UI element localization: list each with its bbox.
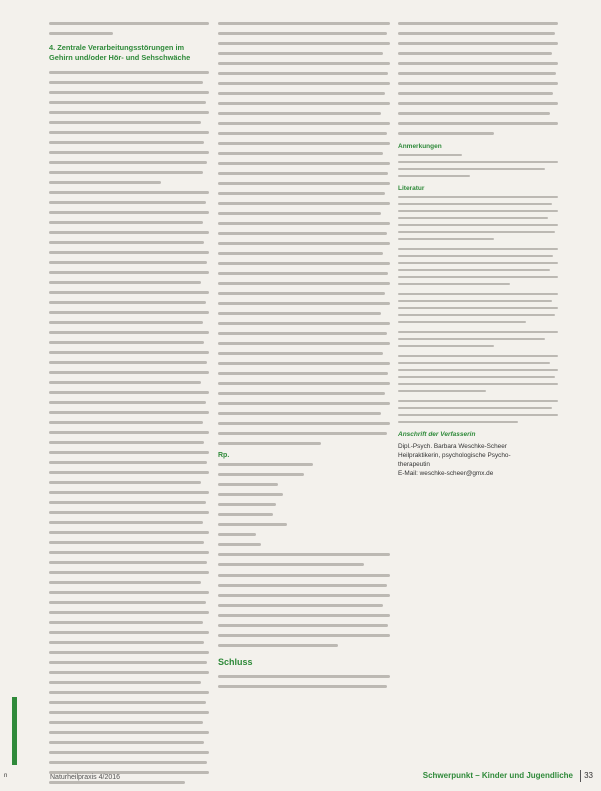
col2-body-text-2 (218, 574, 390, 647)
literature-list (398, 196, 558, 423)
page-footer (0, 771, 601, 788)
col3-body-text (398, 22, 558, 135)
notes-list (398, 154, 558, 177)
author-title: Heilpraktikerin, psychologische Psycho- (398, 452, 511, 459)
author-title-2: therapeutin (398, 461, 430, 468)
author-email[interactable]: E-Mail: weschke-scheer@gmx.de (398, 470, 494, 477)
corner-mark: n (4, 773, 8, 779)
footer-divider (580, 770, 581, 782)
column-3 (398, 22, 558, 478)
literature-item (398, 196, 558, 240)
journal-issue: Naturheilpraxis 4/2016 (50, 774, 121, 781)
prescription-label: Rp. (218, 452, 230, 459)
literature-item (398, 248, 558, 285)
column-2 (218, 22, 390, 695)
literature-item (398, 293, 558, 323)
literature-item (398, 400, 558, 423)
author-address (398, 442, 558, 478)
notes-heading: Anmerkungen (398, 143, 442, 150)
green-margin-bar (12, 697, 17, 765)
section-title: Schwerpunkt – Kinder und Jugendliche (422, 771, 573, 780)
literature-item (398, 331, 558, 347)
col2-body-text-3 (218, 675, 390, 688)
section-heading-4: 4. Zentrale Verarbeitungsstörungen im Gehirn und/oder Hör- und Sehschwäche (49, 43, 191, 62)
prescription-list (218, 463, 390, 566)
section-heading-schluss: Schluss (218, 657, 253, 667)
col1-body-text (49, 71, 209, 784)
column-1 (49, 22, 209, 791)
literature-item (398, 355, 558, 392)
literature-heading: Literatur (398, 185, 425, 192)
col2-body-text (218, 22, 390, 445)
author-name: Dipl.-Psych. Barbara Weschke-Scheer (398, 443, 507, 450)
page-number: 33 (584, 771, 593, 780)
author-address-heading: Anschrift der Verfasserin (398, 431, 476, 438)
